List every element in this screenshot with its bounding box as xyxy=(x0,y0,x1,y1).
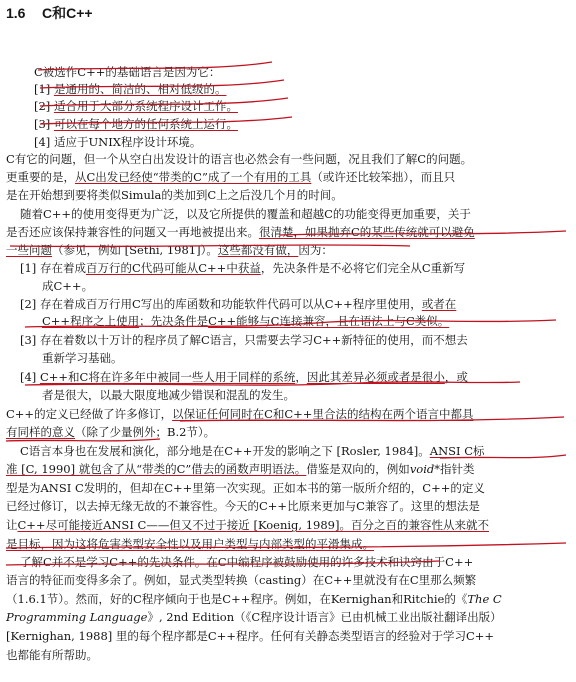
text-line xyxy=(6,591,502,608)
underlined-text: 适合用于大部分系统程序设计工作。 xyxy=(53,99,238,113)
text-segment: 者是很大，以最大限度地减少错误和混乱的发生。 xyxy=(42,388,295,402)
text-line xyxy=(34,134,201,151)
text-segment: （参见，例如 [Sethi, 1981]）。 xyxy=(52,243,218,257)
section-heading xyxy=(6,3,93,23)
underlined-text: C++能够与C连接兼容，且在语法上与C类似。 xyxy=(208,314,450,328)
text-segment: 借鉴是双向的，例如 xyxy=(306,462,410,476)
text-line xyxy=(34,116,238,133)
text-segment: C有它的问题，但一个从空白出发设计的语言也必然会有一些问题，况且我们了解C的问题。 xyxy=(6,152,473,166)
text-segment: 成C++。 xyxy=(42,279,94,293)
underlined-text: 准 [C, 1990] 就包含了从“带类的C”借去的函数声明语法。 xyxy=(6,462,307,476)
text-segment: 型是为ANSI C发明的，但却在C++里第一次实现。正如本书的第一版所介绍的，C++的定义 xyxy=(6,481,485,495)
underlined-text: 从C出发已经使“带类的C”成了一个有用的工具 xyxy=(75,170,312,184)
text-line xyxy=(6,151,472,168)
text-line xyxy=(6,498,480,515)
text-segment: 指针类 xyxy=(440,462,475,476)
text-line xyxy=(6,187,343,204)
underlined-text: 这些都没有做， xyxy=(217,243,299,257)
underlined-text: 是通用的、简洁的、相对低级的。 xyxy=(53,82,227,96)
text-segment: [2] xyxy=(34,99,54,113)
underlined-text: 或者在 xyxy=(421,297,457,311)
section-title: C和C++ xyxy=(42,5,93,21)
text-segment: （除了少量例外；B.2节）。 xyxy=(75,425,216,439)
text-line xyxy=(20,369,468,386)
text-line xyxy=(6,406,473,423)
text-segment: [4] xyxy=(20,370,40,384)
text-segment: 已经过修订，以去掉无缘无故的不兼容性。今天的C++比原来更加与C兼容了。这里的想法是 xyxy=(6,499,480,513)
text-line xyxy=(6,224,475,241)
section-number: 1.6 xyxy=(6,5,26,21)
text-segment: 让 xyxy=(6,518,18,532)
text-segment: ， xyxy=(295,370,307,384)
text-line xyxy=(42,387,295,404)
underlined-text: 是目标，因为这将危害类型安全性以及用户类型与内部类型的平滑集成。 xyxy=(6,537,374,551)
text-segment: 也都能有所帮助。 xyxy=(6,648,98,662)
underlined-text: 百万行的C代码可能从C++中获益 xyxy=(85,261,261,275)
text-line xyxy=(20,260,465,277)
text-segment: （或许还比较笨拙），而且只 xyxy=(311,170,456,184)
text-line xyxy=(20,554,473,571)
text-segment: void* xyxy=(409,462,441,476)
text-segment: [1] xyxy=(34,82,54,96)
text-segment: The C xyxy=(467,592,502,606)
text-line xyxy=(6,536,374,553)
text-segment: [3] 存在着数以十万计的程序员了解C语言，只需要去学习C++新特征的使用，而不想去 xyxy=(20,333,468,347)
underlined-text: C++和C将在许多年中被同一些人用于同样的系统 xyxy=(39,370,296,384)
text-line xyxy=(6,424,215,441)
text-segment: ，先决条件是不必将它们完全从C重新写 xyxy=(260,261,466,275)
text-segment: 是在开始想到要将类似Simula的类加到C上之后没几个月的时间。 xyxy=(6,188,343,202)
text-segment: 更重要的是， xyxy=(6,170,75,184)
text-line xyxy=(6,517,489,534)
text-segment: 重新学习基础。 xyxy=(42,351,123,365)
text-line xyxy=(20,443,485,460)
text-line xyxy=(20,296,456,313)
text-segment: ；先决条件是 xyxy=(139,314,209,328)
text-segment: 因为： xyxy=(298,243,333,257)
text-segment: （1.6.1节）。然而，好的C程序倾向于也是C++程序。例如，在Kernighan和Ritchie的《 xyxy=(6,592,468,606)
text-segment: 随着C++的使用变得更为广泛，以及它所提供的覆盖和超越C的功能变得更加重要，关于 xyxy=(20,207,471,221)
underlined-text: 百分之百的兼容性从来就不 xyxy=(350,518,489,532)
underlined-text: C++尽可能接近ANSI C——但又不过于接近 [Koenig, 1989]。 xyxy=(17,518,351,532)
text-segment: Programming Language xyxy=(6,610,148,624)
underlined-text: 以保证任何同时在C和C++里合法的结构在两个语言中都具 xyxy=(172,407,474,421)
underlined-text: 一些问题 xyxy=(6,243,52,257)
text-segment: ，或 xyxy=(444,370,468,384)
text-line xyxy=(42,278,93,295)
underlined-text: 很清楚，如果抛弃C的某些传统就可以避免 xyxy=(259,225,475,239)
text-segment: [2] 存在着成百万行用C写出的库函数和功能软件代码可以从C++程序里使用， xyxy=(20,297,422,311)
text-line xyxy=(6,461,475,478)
text-segment: 语言的特征而变得多余了。例如，显式类型转换（casting）在C++里就没有在C里那么频繁 xyxy=(6,573,477,587)
text-line xyxy=(6,647,98,664)
underlined-text: ANSI C标 xyxy=(429,444,485,458)
text-segment: [1] 存在着成 xyxy=(20,261,86,275)
text-line xyxy=(6,242,333,259)
text-segment: 是否还应该保持兼容性的问题又一再地被提出来。 xyxy=(6,225,259,239)
text-line xyxy=(20,206,471,223)
text-segment: C语言本身也在发展和演化，部分地是在C++开发的影响之下 [Rosler, 1984]。 xyxy=(20,444,430,458)
text-line xyxy=(6,169,455,186)
underlined-text: C++程序之上使用 xyxy=(42,314,140,328)
text-segment: C被选作C++的基础语言是因为它： xyxy=(34,65,221,79)
text-segment: [3] xyxy=(34,117,54,131)
text-segment: 了解C并不是学习C++的先决条件。在C中编程序被鼓励使用的许多技术和诀窍由于C++ xyxy=(20,555,474,569)
text-line xyxy=(6,480,485,497)
text-line xyxy=(6,628,494,645)
underlined-text: 因此其差异必须或者是很小 xyxy=(306,370,445,384)
text-line xyxy=(6,572,476,589)
text-segment: 》, 2nd Edition（《C程序设计语言》已由机械工业出版社翻译出版） xyxy=(147,610,502,624)
text-line xyxy=(6,609,502,626)
text-line xyxy=(34,81,226,98)
text-segment: [Kernighan, 1988] 里的每个程序都是C++程序。任何有关静态类型语言的经验对于学习C++ xyxy=(6,629,495,643)
text-line xyxy=(42,313,449,330)
text-segment: [4] 适应于UNIX程序设计环境。 xyxy=(34,135,202,149)
text-line xyxy=(20,332,468,349)
underlined-text: 有同样的意义 xyxy=(6,425,75,439)
text-segment: C++的定义已经做了许多修订， xyxy=(6,407,173,421)
text-line xyxy=(34,64,220,81)
text-line xyxy=(42,350,123,367)
text-line xyxy=(34,98,238,115)
underlined-text: 可以在每个地方的任何系统上运行。 xyxy=(53,117,238,131)
